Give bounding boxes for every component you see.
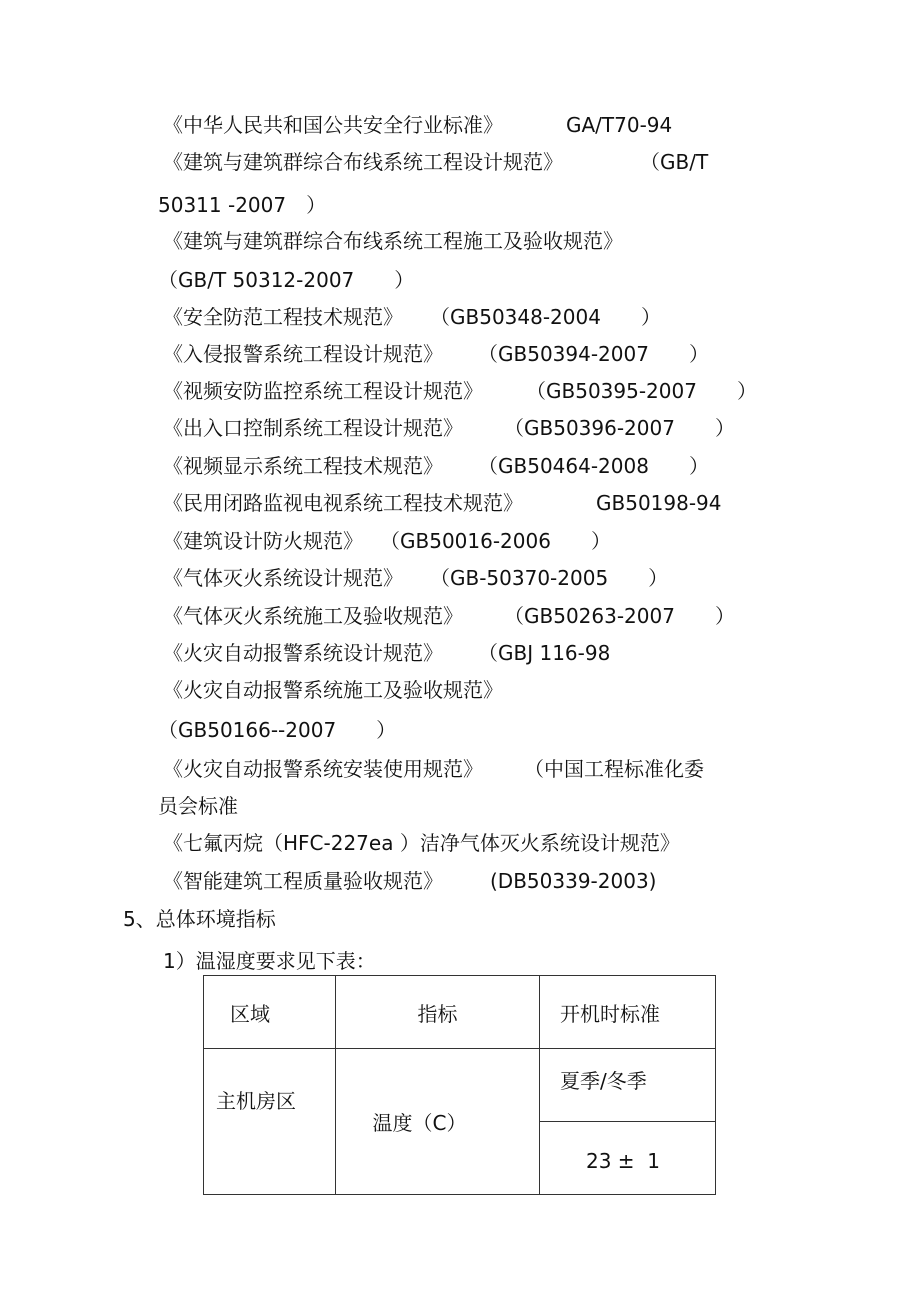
header-area: 区域 xyxy=(230,1001,270,1026)
table-cell-indicator xyxy=(336,1049,540,1195)
environment-table xyxy=(203,975,716,1195)
section-subheading: 1）温湿度要求见下表： xyxy=(163,949,376,973)
area-value: 主机房区 xyxy=(216,1089,296,1113)
standard-title: 《入侵报警系统工程设计规范》 xyxy=(163,342,443,366)
standard-code: （GBJ 116-98 xyxy=(478,641,611,665)
standard-title: 《建筑与建筑群综合布线系统工程施工及验收规范》 xyxy=(163,229,623,253)
standard-code: （GB50396-2007 ） xyxy=(504,416,735,440)
standard-code: （GB50464-2008 ） xyxy=(478,454,709,478)
header-indicator: 指标 xyxy=(417,1001,458,1026)
table-cell-value xyxy=(540,1122,716,1195)
table-cell-season xyxy=(540,1049,716,1122)
standard-code: （中国工程标准化委 xyxy=(524,757,704,781)
standard-title: 《中华人民共和国公共安全行业标准》 xyxy=(163,113,503,137)
season-value: 夏季/冬季 xyxy=(560,1068,647,1093)
standard-code: （GB-50370-2005 ） xyxy=(430,566,669,590)
header-standard: 开机时标准 xyxy=(560,1001,660,1026)
standard-title: 《建筑与建筑群综合布线系统工程设计规范》 xyxy=(163,150,563,174)
standard-title: 《视频显示系统工程技术规范》 xyxy=(163,454,443,478)
table-cell-area xyxy=(204,1049,336,1195)
standard-code: （GB50348-2004 ） xyxy=(430,305,661,329)
standard-title: 《气体灭火系统施工及验收规范》 xyxy=(163,604,463,628)
standard-title: 《民用闭路监视电视系统工程技术规范》 xyxy=(163,491,523,515)
standard-title: 《视频安防监控系统工程设计规范》 xyxy=(163,379,483,403)
standard-title: 《七氟丙烷（HFC-227ea ）洁净气体灭火系统设计规范》 xyxy=(163,831,680,855)
temperature-value: 23 ± 1 xyxy=(586,1149,661,1173)
standard-title: 《智能建筑工程质量验收规范》 xyxy=(163,869,443,893)
standard-title: 《建筑设计防火规范》 xyxy=(163,529,363,553)
table-header-row xyxy=(204,976,716,1049)
standard-title: 《气体灭火系统设计规范》 xyxy=(163,566,403,590)
table-row xyxy=(204,1049,716,1122)
standard-code-continued: 50311 -2007 ） xyxy=(158,193,327,217)
standard-code: （GB50166--2007 ） xyxy=(158,718,397,742)
standard-title: 《火灾自动报警系统施工及验收规范》 xyxy=(163,678,503,702)
standard-code: （GB50016-2006 ） xyxy=(380,529,611,553)
section-heading: 5、总体环境指标 xyxy=(123,907,276,931)
standard-code-continued: 员会标准 xyxy=(158,794,238,818)
table-header-cell xyxy=(540,976,716,1049)
indicator-value: 温度（C） xyxy=(372,1111,467,1135)
standard-code: GB50198-94 xyxy=(596,491,722,515)
standard-code: (DB50339-2003) xyxy=(490,869,657,893)
standard-code: （GB50395-2007 ） xyxy=(526,379,757,403)
standard-code: （GB50263-2007 ） xyxy=(504,604,735,628)
table-header-cell xyxy=(336,976,540,1049)
standard-title: 《火灾自动报警系统安装使用规范》 xyxy=(163,757,483,781)
standard-code: （GB/T xyxy=(640,150,709,174)
standard-code: （GB50394-2007 ） xyxy=(478,342,709,366)
standard-title: 《安全防范工程技术规范》 xyxy=(163,305,403,329)
standard-title: 《出入口控制系统工程设计规范》 xyxy=(163,416,463,440)
standard-title: 《火灾自动报警系统设计规范》 xyxy=(163,641,443,665)
table-header-cell xyxy=(204,976,336,1049)
standard-code: GA/T70-94 xyxy=(566,113,673,137)
standard-code: （GB/T 50312-2007 ） xyxy=(158,268,415,292)
